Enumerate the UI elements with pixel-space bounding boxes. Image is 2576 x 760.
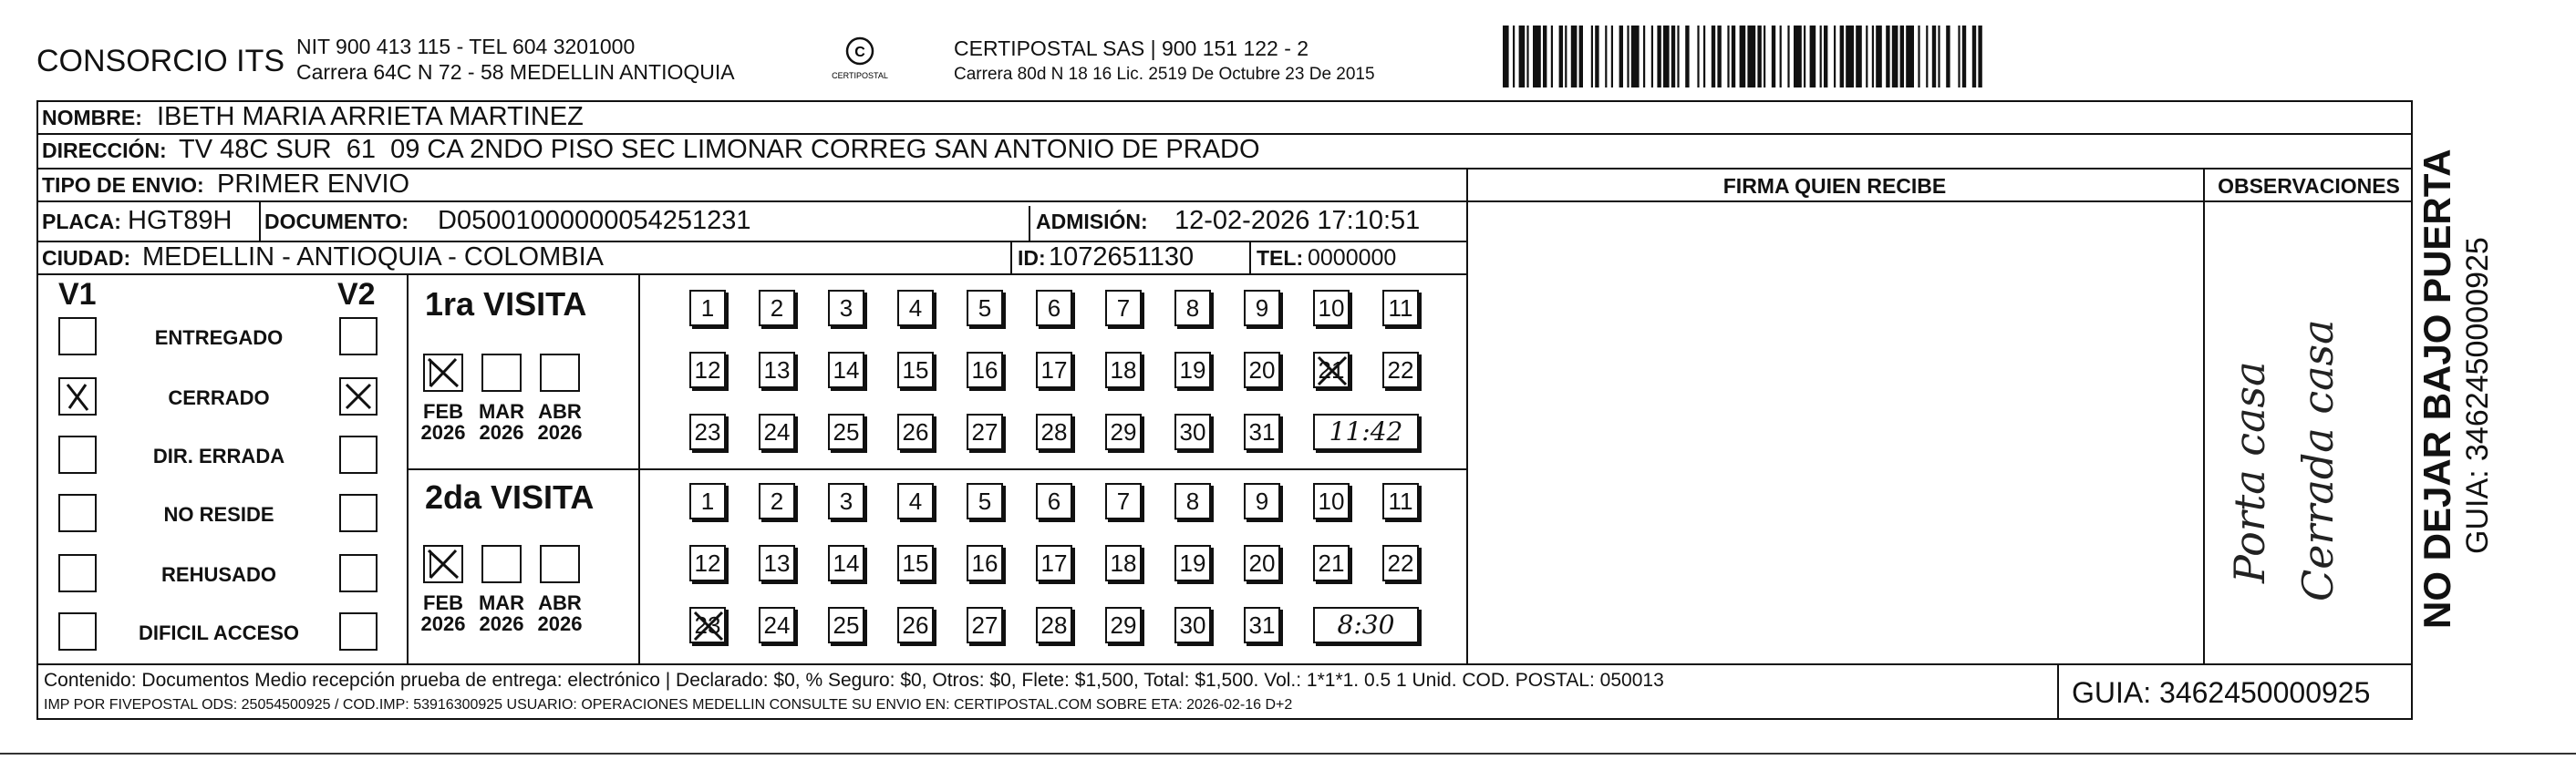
day-box[interactable]: 1 [689,290,726,326]
first-visit-title: 1ra VISITA [425,285,587,323]
day-box[interactable]: 29 [1105,607,1142,643]
barcode-bar [1780,26,1782,87]
id-label: ID: [1018,246,1046,270]
certipostal-line1: CERTIPOSTAL SAS | 900 151 122 - 2 [954,36,1309,60]
status-label: DIR. ERRADA [152,445,285,467]
day-box[interactable]: 21 [1313,352,1350,388]
day-box[interactable]: 17 [1036,545,1072,581]
day-box[interactable]: 27 [967,607,1003,643]
day-box[interactable]: 28 [1036,607,1072,643]
handwritten-note-1: Porta casa [2225,361,2274,583]
day-box[interactable]: 15 [897,352,934,388]
day-box[interactable]: 26 [897,607,934,643]
barcode-bar [1892,26,1898,87]
barcode-bar [1533,26,1541,87]
barcode-bar [1619,26,1623,87]
no-dejar-warning: NO DEJAR BAJO PUERTA [2416,149,2458,629]
barcode-bar [1551,26,1553,87]
month-checkbox[interactable] [423,545,463,583]
checkmark-x-icon [1315,354,1351,390]
month-checkbox[interactable] [540,545,580,583]
admision-value: 12-02-2026 17:10:51 [1174,206,1421,235]
barcode-bar [1631,26,1640,87]
barcode [1503,26,2229,87]
address-line: Carrera 64C N 72 - 58 MEDELLIN ANTIOQUIA [296,60,735,84]
day-box[interactable]: 13 [759,352,795,388]
day-box[interactable]: 9 [1244,290,1280,326]
barcode-bar [1559,26,1563,87]
barcode-bar [1900,26,1904,87]
day-box[interactable]: 6 [1036,290,1072,326]
barcode-bar [1712,26,1715,87]
day-box[interactable]: 20 [1244,545,1280,581]
barcode-bar [1972,26,1976,87]
page-edge-line [0,753,2576,755]
checkmark-x-icon [691,609,728,645]
day-box[interactable]: 31 [1244,607,1280,643]
tipo-value: PRIMER ENVIO [217,169,410,199]
status-label: NO RESIDE [163,503,274,526]
day-box[interactable]: 4 [897,290,934,326]
barcode-bar [1978,26,1981,87]
barcode-bar [1611,26,1613,87]
barcode-bar [1764,26,1765,87]
day-box[interactable]: 10 [1313,483,1350,519]
footer-line2: IMP POR FIVEPOSTAL ODS: 25054500925 / COD.IMP: 53916300925 USUARIO: OPERACIONES MEDELLIN CONSULTE SU ENVIO EN: CERTIPOSTAL.COM SOBRE ETA: 2026-02-16 D+2 [44,697,1293,713]
barcode-bar [1872,26,1874,87]
status-label: DIFICIL ACCESO [138,621,299,644]
observaciones-handwriting [2207,219,2407,656]
barcode-bar [1834,26,1836,87]
barcode-bar [1663,26,1670,87]
day-box[interactable]: 18 [1105,352,1142,388]
day-box[interactable]: 23 [689,607,726,643]
month-label: MAR 2026 [478,591,525,636]
barcode-bar [1747,26,1755,87]
barcode-bar [1932,26,1936,87]
v2-label: V2 [337,277,376,312]
guia-vertical: GUIA: 3462450000925 [2460,237,2495,554]
barcode-bar [1876,26,1882,87]
day-box[interactable]: 6 [1036,483,1072,519]
certipostal-logo [828,35,892,84]
day-box[interactable]: 2 [759,483,795,519]
barcode-bar [1677,26,1679,87]
status-label: CERRADO [168,386,270,409]
barcode-bar [1565,26,1567,87]
svg-text:CERTIPOSTAL: CERTIPOSTAL [832,71,888,80]
v2-checkbox[interactable] [339,317,378,355]
month-checkbox[interactable] [481,354,522,392]
barcode-bar [1717,26,1721,87]
written-time-box: 8:30 [1313,607,1419,643]
barcode-bar [1866,26,1867,87]
v2-checkbox[interactable] [339,436,378,474]
nit-line: NIT 900 413 115 - TEL 604 3201000 [296,35,636,58]
barcode-bar [1579,26,1583,87]
firma-header: FIRMA QUIEN RECIBE [1723,174,1947,198]
month-label: MAR 2026 [478,400,525,445]
day-box[interactable]: 25 [828,414,864,450]
day-box[interactable]: 30 [1174,607,1211,643]
barcode-bar [1697,26,1699,87]
day-box[interactable]: 16 [967,545,1003,581]
svg-text:C: C [854,45,865,60]
day-box[interactable]: 21 [1313,545,1350,581]
day-box[interactable]: 17 [1036,352,1072,388]
barcode-bar [1772,26,1775,87]
barcode-bar [1591,26,1593,87]
barcode-bar [1958,26,1960,87]
certipostal-logo-icon [828,35,892,84]
day-box[interactable]: 19 [1174,545,1211,581]
month-label: ABR 2026 [537,591,583,636]
id-value: 1072651130 [1049,242,1195,272]
barcode-bar [1757,26,1761,87]
observaciones-header: OBSERVACIONES [2218,174,2400,198]
day-box[interactable]: 8 [1174,483,1211,519]
day-box[interactable]: 24 [759,607,795,643]
day-box[interactable]: 1 [689,483,726,519]
direccion-value: TV 48C SUR 61 09 CA 2NDO PISO SEC LIMONAR CORREG SAN ANTONIO DE PRADO [179,135,1260,164]
day-box[interactable]: 2 [759,290,795,326]
day-box[interactable]: 25 [828,607,864,643]
day-box[interactable]: 14 [828,545,864,581]
status-label: ENTREGADO [154,326,284,349]
barcode-bar [1794,26,1802,87]
footer-guia: GUIA: 3462450000925 [2072,676,2371,709]
barcode-bar [1962,26,1966,87]
checkmark-x-icon [425,547,461,581]
checkmark-x-icon [60,379,95,414]
day-box[interactable]: 9 [1244,483,1280,519]
barcode-bar [1926,26,1928,87]
day-box[interactable]: 19 [1174,352,1211,388]
day-box[interactable]: 31 [1244,414,1280,450]
barcode-bar [1727,26,1729,87]
v2-checkbox[interactable] [339,554,378,592]
day-box[interactable]: 11 [1382,290,1419,326]
admision-label: ADMISIÓN: [1036,210,1148,233]
day-box[interactable]: 4 [897,483,934,519]
barcode-bar [1503,26,1509,87]
handwritten-note-2: Cerrada casa [2293,319,2343,601]
documento-value: D05001000000054251231 [438,206,751,235]
barcode-bar [1651,26,1653,87]
day-box[interactable]: 27 [967,414,1003,450]
certipostal-line2: Carrera 80d N 18 16 Lic. 2519 De Octubre 23 De 2015 [954,65,1375,84]
barcode-bar [1810,26,1816,87]
day-box[interactable]: 15 [897,545,934,581]
day-box[interactable]: 11 [1382,483,1419,519]
written-time-box: 11:42 [1313,414,1419,450]
barcode-bar [1571,26,1578,87]
v1-checkbox[interactable] [58,436,97,474]
day-box[interactable]: 13 [759,545,795,581]
status-label: REHUSADO [161,563,276,586]
day-box[interactable]: 3 [828,290,864,326]
day-box[interactable]: 5 [967,290,1003,326]
barcode-bar [1595,26,1598,87]
barcode-bar [1526,26,1528,87]
day-box[interactable]: 12 [689,545,726,581]
day-box[interactable]: 26 [897,414,934,450]
barcode-bar [1846,26,1854,87]
tel-label: TEL: [1257,246,1304,270]
tel-value: 0000000 [1308,245,1397,271]
day-box[interactable]: 12 [689,352,726,388]
barcode-bar [1856,26,1862,87]
day-box[interactable]: 3 [828,483,864,519]
nombre-value: IBETH MARIA ARRIETA MARTINEZ [157,102,584,131]
v1-label: V1 [58,277,97,312]
month-label: FEB 2026 [420,591,466,636]
barcode-bar [1946,26,1950,87]
barcode-bar [1938,26,1940,87]
barcode-bar [1643,26,1645,87]
barcode-bar [1886,26,1889,87]
v2-checkbox[interactable] [339,612,378,651]
day-box[interactable]: 18 [1105,545,1142,581]
v1-checkbox[interactable] [58,494,97,532]
barcode-bar [1513,26,1515,87]
month-checkbox[interactable] [423,354,463,392]
barcode-bar [1918,26,1919,87]
barcode-bar [1804,26,1805,87]
barcode-bar [1657,26,1660,87]
barcode-bar [1671,26,1675,87]
barcode-bar [1824,26,1827,87]
company-name: CONSORCIO ITS [36,44,285,78]
v1-checkbox[interactable] [58,612,97,651]
month-checkbox[interactable] [540,354,580,392]
direccion-label: DIRECCIÓN: [42,139,167,162]
barcode-bar [1543,26,1547,87]
nombre-label: NOMBRE: [42,106,142,129]
barcode-bar [1627,26,1629,87]
documento-label: DOCUMENTO: [264,210,409,233]
ciudad-label: CIUDAD: [42,246,131,270]
day-box[interactable]: 20 [1244,352,1280,388]
day-box[interactable]: 30 [1174,414,1211,450]
barcode-bar [1685,26,1689,87]
month-label: ABR 2026 [537,400,583,445]
day-box[interactable]: 16 [967,352,1003,388]
checkmark-x-icon [425,355,461,390]
barcode-bar [1787,26,1789,87]
day-box[interactable]: 22 [1382,352,1419,388]
day-box[interactable]: 7 [1105,483,1142,519]
v2-checkbox[interactable] [339,494,378,532]
barcode-bar [1740,26,1746,87]
day-box[interactable]: 28 [1036,414,1072,450]
v1-checkbox[interactable] [58,377,97,416]
v2-checkbox[interactable] [339,377,378,416]
day-box[interactable]: 29 [1105,414,1142,450]
month-checkbox[interactable] [481,545,522,583]
day-box[interactable]: 5 [967,483,1003,519]
day-box[interactable]: 8 [1174,290,1211,326]
barcode-bar [1906,26,1914,87]
barcode-bar [1605,26,1607,87]
ciudad-value: MEDELLIN - ANTIOQUIA - COLOMBIA [142,242,604,272]
placa-label: PLACA: [42,210,121,233]
day-box[interactable]: 14 [828,352,864,388]
footer-line1: Contenido: Documentos Medio recepción prueba de entrega: electrónico | Declarado: $0, % Seguro: $0, Otros: $0, Flete: $1,500, Total: $1,500. Vol.: 1*1*1. 0.5 1 Unid. COD. POSTAL: 050013 [44,670,1664,691]
barcode-bar [1820,26,1822,87]
day-box[interactable]: 7 [1105,290,1142,326]
barcode-bar [1732,26,1735,87]
day-box[interactable]: 22 [1382,545,1419,581]
month-label: FEB 2026 [420,400,466,445]
checkmark-x-icon [341,379,376,414]
barcode-bar [1840,26,1844,87]
v1-checkbox[interactable] [58,317,97,355]
v1-checkbox[interactable] [58,554,97,592]
barcode-bar [1703,26,1705,87]
day-box[interactable]: 23 [689,414,726,450]
barcode-bar [1519,26,1526,87]
second-visit-title: 2da VISITA [425,478,595,516]
day-box[interactable]: 24 [759,414,795,450]
day-box[interactable]: 10 [1313,290,1350,326]
tipo-label: TIPO DE ENVIO: [42,173,204,197]
placa-value: HGT89H [128,206,233,235]
